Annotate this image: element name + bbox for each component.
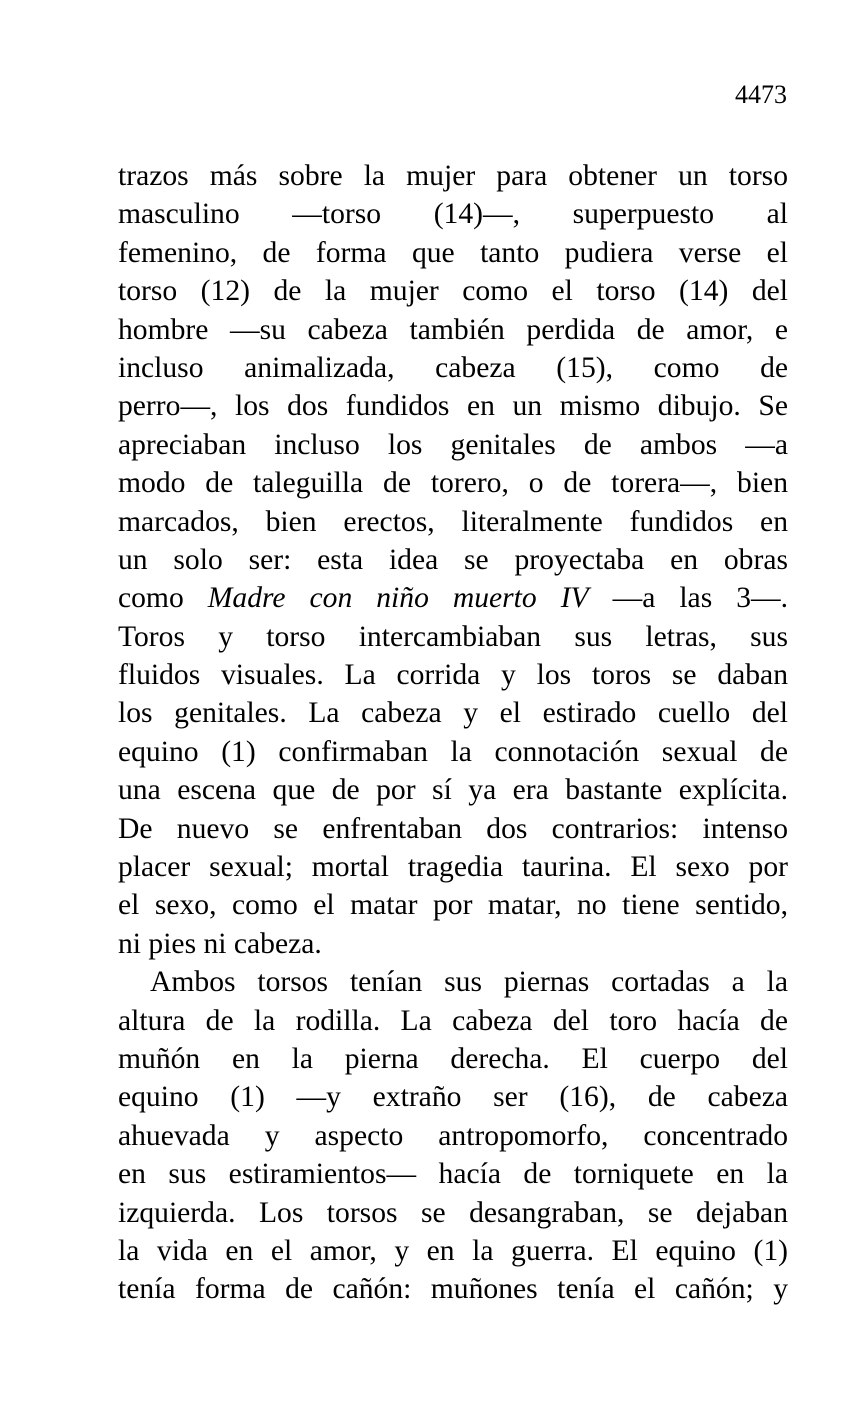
text-line: la vida en el amor, y en la guerra. El equino (1) bbox=[118, 1234, 788, 1267]
text-line: muñón en la pierna derecha. El cuerpo del bbox=[118, 1042, 788, 1075]
text-line: trazos más sobre la mujer para obtener un torso bbox=[118, 160, 788, 192]
text-line: masculino —torso (14)—, superpuesto al bbox=[118, 198, 788, 231]
text-line: una escena que de por sí ya era bastante explícita. bbox=[118, 774, 788, 807]
text-line: hombre —su cabeza también perdida de amor, e bbox=[118, 313, 788, 346]
text-after-title: —a las 3—. bbox=[588, 582, 788, 615]
body-text bbox=[118, 157, 788, 1309]
text-line: marcados, bien erectos, literalmente fundidos en bbox=[118, 505, 788, 538]
text-line: torso (12) de la mujer como el torso (14) del bbox=[118, 275, 788, 308]
page-number: 4473 bbox=[735, 80, 787, 109]
text-line: equino (1) confirmaban la connotación sexual de bbox=[118, 735, 788, 768]
text-line: apreciaban incluso los genitales de ambos —a bbox=[118, 428, 788, 461]
text-line: Toros y torso intercambiaban sus letras, sus bbox=[118, 620, 788, 653]
text-line: el sexo, como el matar por matar, no tiene sentido, bbox=[118, 889, 788, 922]
paragraph-2 bbox=[118, 963, 788, 1309]
text-line: fluidos visuales. La corrida y los toros se daban bbox=[118, 659, 788, 692]
text-line: femenino, de forma que tanto pudiera verse el bbox=[118, 236, 788, 269]
text-line: De nuevo se enfrentaban dos contrarios: intenso bbox=[118, 812, 788, 845]
text-line: un solo ser: esta idea se proyectaba en obras bbox=[118, 543, 788, 576]
text-line: izquierda. Los torsos se desangraban, se dejaban bbox=[118, 1196, 788, 1229]
text-line: altura de la rodilla. La cabeza del toro hacía de bbox=[118, 1004, 788, 1037]
text-line: en sus estiramientos— hacía de torniquete en la bbox=[118, 1158, 788, 1191]
text-line: placer sexual; mortal tragedia taurina. El sexo por bbox=[118, 851, 788, 884]
text-line: tenía forma de cañón: muñones tenía el cañón; y bbox=[118, 1273, 788, 1306]
text-line-with-title bbox=[118, 579, 788, 617]
text-line: modo de taleguilla de torero, o de torera—, bien bbox=[118, 467, 788, 500]
text-line: perro—, los dos fundidos en un mismo dibujo. Se bbox=[118, 390, 788, 423]
text-line: incluso animalizada, cabeza (15), como de bbox=[118, 351, 788, 384]
text-line: ahuevada y aspecto antropomorfo, concentrado bbox=[118, 1119, 788, 1152]
artwork-title: Madre con niño muerto IV bbox=[207, 582, 589, 615]
text-line: ni pies ni cabeza. bbox=[118, 927, 322, 960]
text-before-title: como bbox=[118, 582, 208, 615]
paragraph-1 bbox=[118, 157, 788, 963]
text-line: los genitales. La cabeza y el estirado cuello del bbox=[118, 697, 788, 730]
text-line: Ambos torsos tenían sus piernas cortadas a la bbox=[150, 966, 788, 999]
text-line: equino (1) —y extraño ser (16), de cabeza bbox=[118, 1081, 788, 1114]
